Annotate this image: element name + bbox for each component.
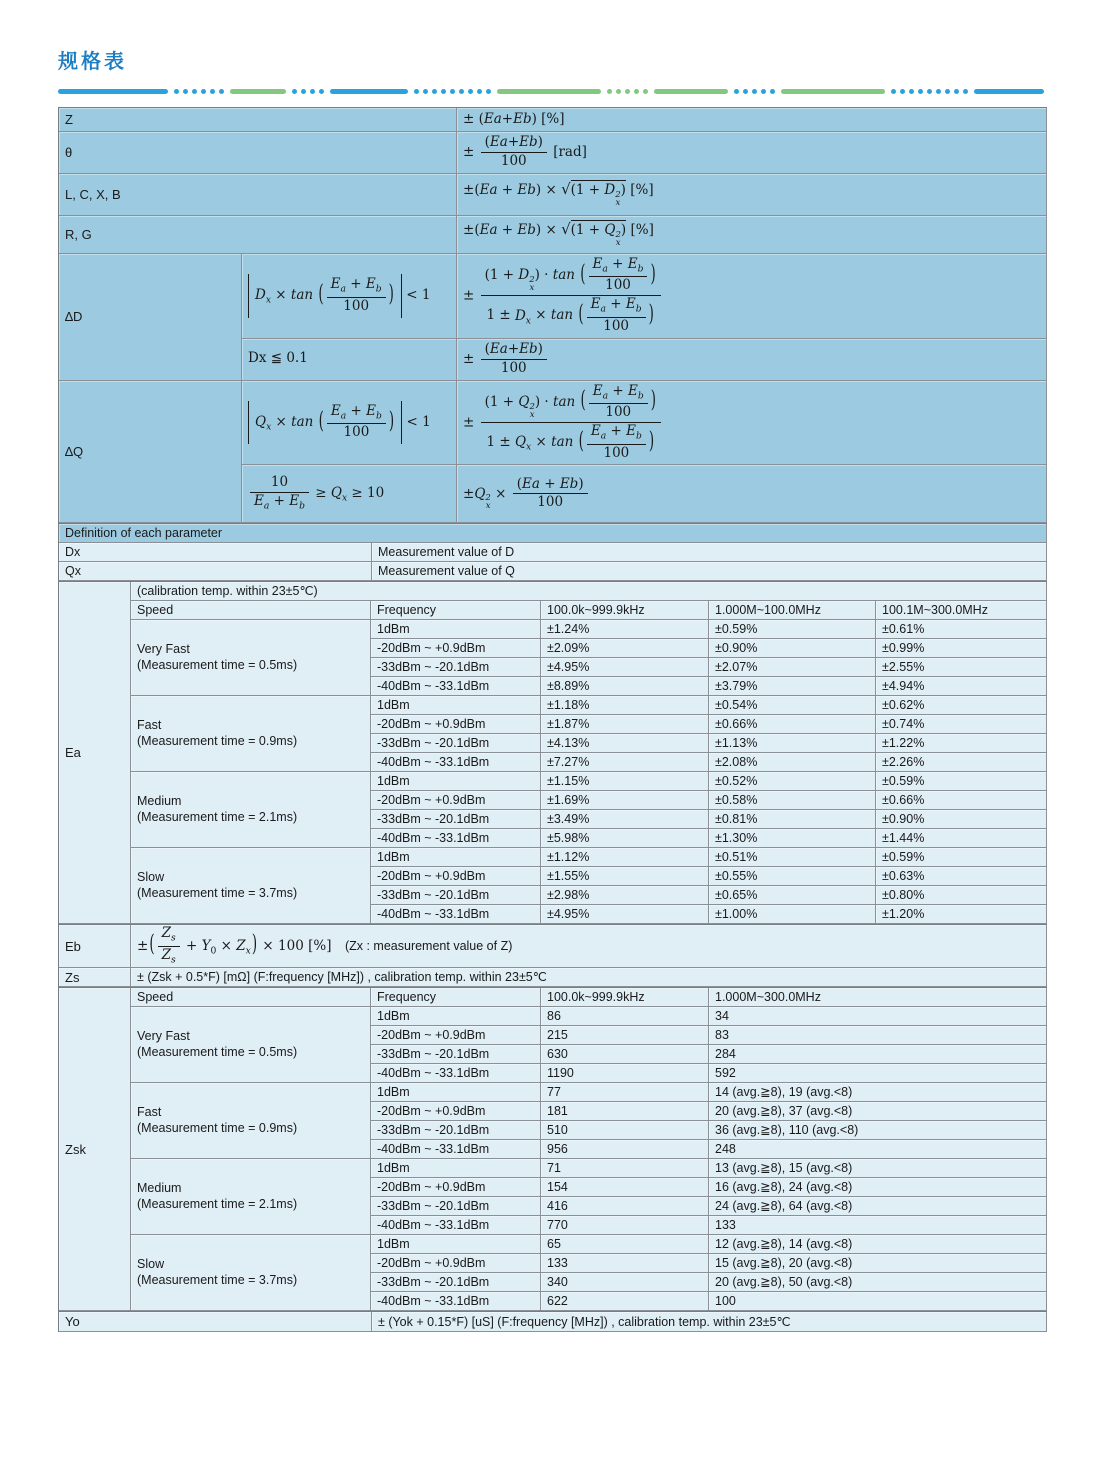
table-row [59, 620, 1047, 639]
table-row [59, 696, 1047, 715]
header-speed: Speed [131, 988, 371, 1007]
header-frequency-range: 100.0k~999.9kHz [541, 601, 709, 620]
value-cell: 181 [541, 1102, 709, 1121]
value-cell: ±8.89% [541, 677, 709, 696]
header-frequency-range: 1.000M~300.0MHz [709, 988, 1047, 1007]
section-header: Definition of each parameter [59, 524, 1047, 543]
definition-value: Measurement value of D [372, 543, 1047, 562]
value-cell: ±4.95% [541, 658, 709, 677]
level-cell: -33dBm ~ -20.1dBm [371, 1197, 541, 1216]
level-cell: -33dBm ~ -20.1dBm [371, 810, 541, 829]
value-cell: ±1.12% [541, 848, 709, 867]
level-cell: -20dBm ~ +0.9dBm [371, 1026, 541, 1045]
speed-cell [131, 620, 371, 696]
value-cell: 20 (avg.≧8), 37 (avg.<8) [709, 1102, 1047, 1121]
header-frequency: Frequency [371, 601, 541, 620]
level-cell: -33dBm ~ -20.1dBm [371, 1045, 541, 1064]
level-cell: 1dBm [371, 1007, 541, 1026]
definitions-table [58, 523, 1047, 581]
value-cell: 71 [541, 1159, 709, 1178]
ea-accuracy-table [58, 581, 1047, 924]
definition-value: Measurement value of Q [372, 562, 1047, 581]
value-cell: ±0.55% [709, 867, 876, 886]
header-frequency: Frequency [371, 988, 541, 1007]
value-cell: ±2.26% [876, 753, 1047, 772]
table-row [59, 174, 1047, 216]
value-cell: 13 (avg.≧8), 15 (avg.<8) [709, 1159, 1047, 1178]
level-cell: -40dBm ~ -33.1dBm [371, 1064, 541, 1083]
value-cell: 510 [541, 1121, 709, 1140]
calibration-note: (calibration temp. within 23±5℃) [131, 582, 1047, 601]
value-cell: 34 [709, 1007, 1047, 1026]
table-row [59, 1159, 1047, 1178]
header-frequency-range: 1.000M~100.0MHz [709, 601, 876, 620]
value-cell: ±7.27% [541, 753, 709, 772]
page-title: 规格表 [58, 51, 127, 73]
value-cell: ±0.59% [709, 620, 876, 639]
speed-cell [131, 1159, 371, 1235]
param-label: Dx [59, 543, 372, 562]
value-cell: ±2.09% [541, 639, 709, 658]
value-cell: ±0.90% [709, 639, 876, 658]
param-label: ∆D [59, 254, 242, 381]
value-cell: 770 [541, 1216, 709, 1235]
param-label: ∆Q [59, 381, 242, 524]
value-cell: ±0.81% [709, 810, 876, 829]
table-row [59, 216, 1047, 254]
table-row [59, 968, 1047, 987]
divider-dash [58, 89, 168, 94]
measurement-time: (Measurement time = 0.9ms) [137, 733, 298, 748]
value-cell: ±0.66% [709, 715, 876, 734]
divider-dash [330, 89, 408, 94]
header-speed: Speed [131, 601, 371, 620]
table-row [59, 1235, 1047, 1254]
formula-cell: ±(Ea + Eb) × √(1 + Q 2 x ) [%] [457, 216, 1047, 254]
value-cell: ±2.07% [709, 658, 876, 677]
divider-dash [497, 89, 601, 94]
value-cell: ±1.44% [876, 829, 1047, 848]
value-cell: 592 [709, 1064, 1047, 1083]
divider-dots [174, 89, 224, 94]
decorative-divider [58, 88, 1046, 94]
table-row [59, 772, 1047, 791]
value-cell: 133 [541, 1254, 709, 1273]
formula-cell: ± (Yok + 0.15*F) [uS] (F:frequency [MHz]) , calibration temp. within 23±5℃ [372, 1312, 1047, 1332]
param-label: R, G [59, 216, 457, 254]
level-cell: 1dBm [371, 1159, 541, 1178]
speed-name: Fast [137, 718, 162, 733]
level-cell: -20dBm ~ +0.9dBm [371, 1178, 541, 1197]
condition-cell: Dx ≦ 0.1 [242, 339, 457, 381]
formula-cell: ±Q 2 x × $\frac{(Ea + Eb)}{100}$ [457, 465, 1047, 523]
yo-table [58, 1311, 1047, 1332]
value-cell: ±1.55% [541, 867, 709, 886]
value-cell: ±0.59% [876, 848, 1047, 867]
value-cell: ±1.00% [709, 905, 876, 924]
measurement-time: (Measurement time = 0.9ms) [137, 1120, 298, 1135]
formula-cell: ± (1 + D 2 x ) · tan ( $\frac{E_a + E_b}{100}$ ) $1 \pm D_x \times \tan$ ( $\frac{E_a + E_b}{100}$ ) [457, 254, 1047, 339]
value-cell: 16 (avg.≧8), 24 (avg.<8) [709, 1178, 1047, 1197]
header-frequency-range: 100.0k~999.9kHz [541, 988, 709, 1007]
value-cell: ±0.65% [709, 886, 876, 905]
level-cell: -33dBm ~ -20.1dBm [371, 734, 541, 753]
value-cell: ±4.13% [541, 734, 709, 753]
table-row [59, 562, 1047, 581]
level-cell: -33dBm ~ -20.1dBm [371, 1121, 541, 1140]
value-cell: ±3.49% [541, 810, 709, 829]
value-cell: 77 [541, 1083, 709, 1102]
measurement-time: (Measurement time = 3.7ms) [137, 885, 298, 900]
formula-cell: ±( $\frac{Z_s}{Z_s}$ + $Y_0 \times Z_x) \times 100$ [%] [137, 925, 332, 966]
formula-cell: ± (1 + Q 2 x ) · tan ( $\frac{E_a + E_b}{100}$ ) $1 \pm Q_x \times \tan$ ( $\frac{E_a + E_b}{100}$ ) [457, 381, 1047, 466]
value-cell: 1190 [541, 1064, 709, 1083]
value-cell: 284 [709, 1045, 1047, 1064]
table-row [59, 381, 1047, 466]
value-cell: 86 [541, 1007, 709, 1026]
eb-zs-table [58, 924, 1047, 987]
measurement-time: (Measurement time = 3.7ms) [137, 1272, 298, 1287]
level-cell: -40dBm ~ -33.1dBm [371, 829, 541, 848]
speed-name: Very Fast [137, 642, 190, 657]
table-row [59, 988, 1047, 1007]
divider-dots [734, 89, 775, 94]
value-cell: ±1.69% [541, 791, 709, 810]
value-cell: 215 [541, 1026, 709, 1045]
param-label: L, C, X, B [59, 174, 457, 216]
table-row [59, 108, 1047, 132]
measurement-time: (Measurement time = 2.1ms) [137, 809, 298, 824]
value-cell: ±0.62% [876, 696, 1047, 715]
divider-dash [230, 89, 286, 94]
table-row [59, 254, 1047, 339]
divider-dots [607, 89, 648, 94]
param-label: Yo [59, 1312, 372, 1332]
value-cell: ±3.79% [709, 677, 876, 696]
divider-dash [654, 89, 728, 94]
value-cell: ±1.24% [541, 620, 709, 639]
param-label: Z [59, 108, 457, 132]
formula-cell: ± (Zsk + 0.5*F) [mΩ] (F:frequency [MHz]) , calibration temp. within 23±5℃ [131, 968, 1047, 987]
speed-name: Slow [137, 1257, 165, 1272]
zsk-table [58, 987, 1047, 1311]
value-cell: ±1.18% [541, 696, 709, 715]
speed-cell [131, 696, 371, 772]
value-cell: 15 (avg.≧8), 20 (avg.<8) [709, 1254, 1047, 1273]
value-cell: ±1.15% [541, 772, 709, 791]
level-cell: 1dBm [371, 696, 541, 715]
divider-dash [974, 89, 1044, 94]
formula-cell: ±(Ea + Eb) × √(1 + D 2 x ) [%] [457, 174, 1047, 216]
value-cell: 340 [541, 1273, 709, 1292]
speed-cell [131, 848, 371, 924]
value-cell: 36 (avg.≧8), 110 (avg.<8) [709, 1121, 1047, 1140]
value-cell: ±5.98% [541, 829, 709, 848]
speed-name: Slow [137, 870, 165, 885]
level-cell: -20dBm ~ +0.9dBm [371, 867, 541, 886]
speed-cell [131, 1235, 371, 1311]
speed-name: Medium [137, 794, 182, 809]
value-cell: ±4.95% [541, 905, 709, 924]
value-cell: ±0.63% [876, 867, 1047, 886]
level-cell: -33dBm ~ -20.1dBm [371, 658, 541, 677]
divider-dash [781, 89, 885, 94]
value-cell: 24 (avg.≧8), 64 (avg.<8) [709, 1197, 1047, 1216]
value-cell: 100 [709, 1292, 1047, 1311]
table-row [59, 543, 1047, 562]
speed-cell [131, 772, 371, 848]
zsk-label: Zsk [59, 988, 131, 1311]
value-cell: ±0.80% [876, 886, 1047, 905]
value-cell: ±0.58% [709, 791, 876, 810]
formula-note: (Zx : measurement value of Z) [344, 938, 513, 953]
table-row [59, 132, 1047, 174]
speed-name: Fast [137, 1105, 162, 1120]
ea-label: Ea [59, 582, 131, 924]
level-cell: -20dBm ~ +0.9dBm [371, 1102, 541, 1121]
value-cell: ±0.54% [709, 696, 876, 715]
value-cell: ±1.30% [709, 829, 876, 848]
level-cell: -40dBm ~ -33.1dBm [371, 677, 541, 696]
value-cell: 20 (avg.≧8), 50 (avg.<8) [709, 1273, 1047, 1292]
divider-dots [414, 89, 491, 94]
value-cell: ±1.20% [876, 905, 1047, 924]
measurement-time: (Measurement time = 0.5ms) [137, 657, 298, 672]
value-cell: 630 [541, 1045, 709, 1064]
condition-cell: $\frac{10}{E_a + E_b}$ ≥ $Q_x \ge 10$ [242, 465, 457, 523]
value-cell: 14 (avg.≧8), 19 (avg.<8) [709, 1083, 1047, 1102]
divider-dots [292, 89, 324, 94]
header-frequency-range: 100.1M~300.0MHz [876, 601, 1047, 620]
measurement-time: (Measurement time = 0.5ms) [137, 1044, 298, 1059]
level-cell: 1dBm [371, 620, 541, 639]
level-cell: -40dBm ~ -33.1dBm [371, 1292, 541, 1311]
level-cell: -33dBm ~ -20.1dBm [371, 886, 541, 905]
level-cell: -40dBm ~ -33.1dBm [371, 905, 541, 924]
value-cell: ±0.90% [876, 810, 1047, 829]
condition-cell: $Q_x \times \tan$ ( $\frac{E_a + E_b}{100}$ ) < 1 [242, 381, 457, 466]
value-cell: ±2.08% [709, 753, 876, 772]
value-cell: ±0.61% [876, 620, 1047, 639]
level-cell: -40dBm ~ -33.1dBm [371, 753, 541, 772]
value-cell: 248 [709, 1140, 1047, 1159]
level-cell: -33dBm ~ -20.1dBm [371, 1273, 541, 1292]
level-cell: -20dBm ~ +0.9dBm [371, 715, 541, 734]
value-cell: ±0.99% [876, 639, 1047, 658]
formula-cell: ± $\frac{(Ea+Eb)}{100}$ [457, 339, 1047, 381]
table-row [59, 582, 1047, 601]
table-row [59, 1083, 1047, 1102]
value-cell: ±1.13% [709, 734, 876, 753]
value-cell: ±4.94% [876, 677, 1047, 696]
param-label: Zs [59, 968, 131, 987]
speed-name: Very Fast [137, 1029, 190, 1044]
value-cell: 416 [541, 1197, 709, 1216]
level-cell: -40dBm ~ -33.1dBm [371, 1216, 541, 1235]
param-label: θ [59, 132, 457, 174]
level-cell: 1dBm [371, 1235, 541, 1254]
measurement-time: (Measurement time = 2.1ms) [137, 1196, 298, 1211]
value-cell: ±0.51% [709, 848, 876, 867]
speed-cell [131, 1007, 371, 1083]
value-cell: 956 [541, 1140, 709, 1159]
value-cell: ±1.87% [541, 715, 709, 734]
table-row [59, 524, 1047, 543]
value-cell: 622 [541, 1292, 709, 1311]
value-cell: ±2.55% [876, 658, 1047, 677]
condition-cell: $D_x \times \tan$ ( $\frac{E_a + E_b}{100}$ ) < 1 [242, 254, 457, 339]
param-label: Qx [59, 562, 372, 581]
divider-dots [891, 89, 968, 94]
value-cell: ±1.22% [876, 734, 1047, 753]
value-cell: ±0.66% [876, 791, 1047, 810]
value-cell: ±0.59% [876, 772, 1047, 791]
level-cell: -40dBm ~ -33.1dBm [371, 1140, 541, 1159]
param-label: Eb [59, 925, 131, 968]
value-cell: 65 [541, 1235, 709, 1254]
level-cell: 1dBm [371, 772, 541, 791]
level-cell: -20dBm ~ +0.9dBm [371, 791, 541, 810]
level-cell: -20dBm ~ +0.9dBm [371, 639, 541, 658]
value-cell: 133 [709, 1216, 1047, 1235]
formula-table [58, 107, 1047, 523]
table-row [59, 601, 1047, 620]
table-row [59, 848, 1047, 867]
level-cell: -20dBm ~ +0.9dBm [371, 1254, 541, 1273]
formula-cell: ± $\frac{(Ea+Eb)}{100}$ [rad] [457, 132, 1047, 174]
value-cell: ±0.74% [876, 715, 1047, 734]
speed-cell [131, 1083, 371, 1159]
value-cell: 12 (avg.≧8), 14 (avg.<8) [709, 1235, 1047, 1254]
level-cell: 1dBm [371, 1083, 541, 1102]
table-row [59, 1312, 1047, 1332]
value-cell: ±0.52% [709, 772, 876, 791]
value-cell: 83 [709, 1026, 1047, 1045]
value-cell: 154 [541, 1178, 709, 1197]
value-cell: ±2.98% [541, 886, 709, 905]
speed-name: Medium [137, 1181, 182, 1196]
formula-cell: ± (Ea+Eb) [%] [457, 108, 1047, 132]
table-row [59, 1007, 1047, 1026]
table-row [59, 925, 1047, 968]
level-cell: 1dBm [371, 848, 541, 867]
spec-page [58, 50, 1046, 1332]
